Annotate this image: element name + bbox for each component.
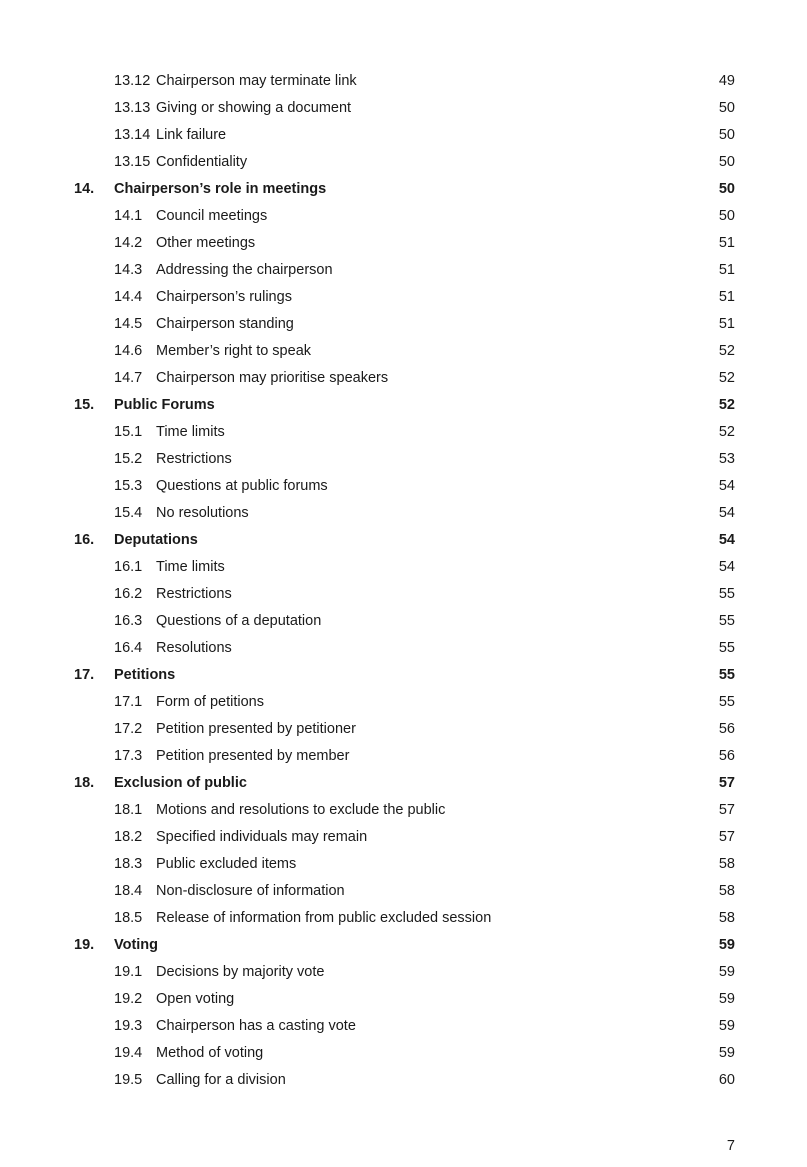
toc-page-number: 55 (718, 694, 735, 710)
page-number: 7 (726, 1138, 735, 1154)
toc-page-number: 52 (718, 397, 735, 413)
subsection-number: 15.3 (114, 478, 143, 494)
toc-section-row (0, 176, 807, 203)
subsection-number: 19.2 (114, 991, 143, 1007)
section-title: Public Forums (114, 397, 215, 413)
toc-page-number: 51 (718, 316, 735, 332)
toc-page-number: 54 (718, 559, 735, 575)
toc-subsection-row (0, 149, 807, 176)
subsection-title: Public excluded items (156, 856, 297, 872)
toc-page-number: 58 (718, 910, 735, 926)
subsection-number: 19.1 (114, 964, 143, 980)
subsection-number: 16.4 (114, 640, 143, 656)
toc-section-row (0, 662, 807, 689)
toc-page-number: 59 (718, 964, 735, 980)
toc-page-number: 51 (718, 235, 735, 251)
toc-page-number: 56 (718, 721, 735, 737)
toc-page-number: 52 (718, 370, 735, 386)
subsection-number: 17.3 (114, 748, 143, 764)
section-title: Deputations (114, 532, 198, 548)
subsection-number: 14.6 (114, 343, 143, 359)
toc-subsection-row (0, 284, 807, 311)
subsection-number: 14.2 (114, 235, 143, 251)
subsection-number: 14.4 (114, 289, 143, 305)
table-of-contents (0, 68, 807, 1094)
section-title: Chairperson’s role in meetings (114, 181, 327, 197)
subsection-title: Other meetings (156, 235, 256, 251)
toc-subsection-row (0, 203, 807, 230)
subsection-number: 18.2 (114, 829, 143, 845)
toc-page-number: 50 (718, 100, 735, 116)
toc-page-number: 59 (718, 1045, 735, 1061)
subsection-number: 14.1 (114, 208, 143, 224)
subsection-title: Calling for a division (156, 1072, 286, 1088)
toc-page-number: 52 (718, 424, 735, 440)
toc-page-number: 53 (718, 451, 735, 467)
toc-subsection-row (0, 419, 807, 446)
subsection-title: Chairperson’s rulings (156, 289, 292, 305)
toc-subsection-row (0, 581, 807, 608)
toc-subsection-row (0, 959, 807, 986)
subsection-number: 13.12 (114, 73, 151, 89)
subsection-number: 17.1 (114, 694, 143, 710)
subsection-number: 15.4 (114, 505, 143, 521)
toc-page-number: 58 (718, 883, 735, 899)
subsection-title: Decisions by majority vote (156, 964, 325, 980)
subsection-number: 19.5 (114, 1072, 143, 1088)
subsection-title: Addressing the chairperson (156, 262, 333, 278)
toc-section-row (0, 527, 807, 554)
toc-subsection-row (0, 257, 807, 284)
subsection-title: Form of petitions (156, 694, 264, 710)
subsection-number: 19.3 (114, 1018, 143, 1034)
toc-page-number: 55 (718, 586, 735, 602)
subsection-title: Questions of a deputation (156, 613, 322, 629)
section-number: 18. (74, 775, 95, 791)
subsection-title: Giving or showing a document (156, 100, 352, 116)
toc-section-row (0, 392, 807, 419)
toc-page-number: 55 (718, 640, 735, 656)
subsection-number: 17.2 (114, 721, 143, 737)
toc-subsection-row (0, 500, 807, 527)
toc-subsection-row (0, 986, 807, 1013)
section-title: Voting (114, 937, 159, 953)
subsection-number: 16.3 (114, 613, 143, 629)
subsection-number: 18.4 (114, 883, 143, 899)
section-title: Petitions (114, 667, 176, 683)
toc-subsection-row (0, 824, 807, 851)
toc-subsection-row (0, 338, 807, 365)
subsection-title: Non-disclosure of information (156, 883, 345, 899)
section-number: 15. (74, 397, 95, 413)
toc-page-number: 59 (718, 937, 735, 953)
subsection-title: Open voting (156, 991, 235, 1007)
toc-page-number: 59 (718, 991, 735, 1007)
subsection-title: Time limits (156, 559, 225, 575)
toc-subsection-row (0, 311, 807, 338)
toc-subsection-row (0, 365, 807, 392)
subsection-number: 13.13 (114, 100, 151, 116)
toc-subsection-row (0, 473, 807, 500)
subsection-title: Method of voting (156, 1045, 264, 1061)
subsection-title: Release of information from public excluded session (156, 910, 492, 926)
subsection-title: Confidentiality (156, 154, 248, 170)
toc-page-number: 54 (718, 505, 735, 521)
toc-subsection-row (0, 1040, 807, 1067)
toc-subsection-row (0, 905, 807, 932)
toc-page-number: 55 (718, 613, 735, 629)
toc-page-number: 51 (718, 262, 735, 278)
subsection-title: Chairperson may terminate link (156, 73, 357, 89)
toc-subsection-row (0, 1013, 807, 1040)
toc-page-number: 56 (718, 748, 735, 764)
subsection-number: 13.15 (114, 154, 151, 170)
toc-section-row (0, 770, 807, 797)
toc-subsection-row (0, 689, 807, 716)
toc-page-number: 50 (718, 208, 735, 224)
toc-page-number: 54 (718, 532, 735, 548)
subsection-number: 13.14 (114, 127, 151, 143)
section-title: Exclusion of public (114, 775, 247, 791)
toc-page-number: 55 (718, 667, 735, 683)
toc-subsection-row (0, 122, 807, 149)
subsection-number: 14.3 (114, 262, 143, 278)
toc-subsection-row (0, 797, 807, 824)
section-number: 16. (74, 532, 95, 548)
toc-subsection-row (0, 554, 807, 581)
toc-page-number: 57 (718, 802, 735, 818)
subsection-number: 16.2 (114, 586, 143, 602)
subsection-number: 15.2 (114, 451, 143, 467)
subsection-number: 19.4 (114, 1045, 143, 1061)
toc-page-number: 54 (718, 478, 735, 494)
section-number: 14. (74, 181, 95, 197)
toc-page-number: 60 (718, 1072, 735, 1088)
toc-subsection-row (0, 743, 807, 770)
subsection-title: Petition presented by member (156, 748, 350, 764)
subsection-number: 18.1 (114, 802, 143, 818)
subsection-number: 14.7 (114, 370, 143, 386)
subsection-title: Chairperson may prioritise speakers (156, 370, 389, 386)
subsection-title: Restrictions (156, 451, 232, 467)
subsection-title: Chairperson standing (156, 316, 294, 332)
toc-page-number: 50 (718, 154, 735, 170)
subsection-title: Member’s right to speak (156, 343, 312, 359)
subsection-title: Restrictions (156, 586, 232, 602)
subsection-number: 18.3 (114, 856, 143, 872)
toc-page-number: 57 (718, 829, 735, 845)
toc-subsection-row (0, 230, 807, 257)
toc-subsection-row (0, 446, 807, 473)
subsection-number: 18.5 (114, 910, 143, 926)
subsection-title: Questions at public forums (156, 478, 328, 494)
subsection-number: 14.5 (114, 316, 143, 332)
toc-subsection-row (0, 635, 807, 662)
toc-page-number: 58 (718, 856, 735, 872)
subsection-title: Petition presented by petitioner (156, 721, 356, 737)
toc-page-number: 57 (718, 775, 735, 791)
subsection-title: Chairperson has a casting vote (156, 1018, 356, 1034)
subsection-title: Specified individuals may remain (156, 829, 368, 845)
section-number: 19. (74, 937, 95, 953)
subsection-title: Council meetings (156, 208, 268, 224)
toc-subsection-row (0, 878, 807, 905)
toc-subsection-row (0, 851, 807, 878)
subsection-title: No resolutions (156, 505, 249, 521)
subsection-title: Motions and resolutions to exclude the public (156, 802, 446, 818)
toc-page-number: 50 (718, 127, 735, 143)
toc-page-number: 50 (718, 181, 735, 197)
toc-subsection-row (0, 716, 807, 743)
toc-page-number: 52 (718, 343, 735, 359)
toc-page-number: 51 (718, 289, 735, 305)
toc-subsection-row (0, 95, 807, 122)
subsection-title: Time limits (156, 424, 225, 440)
section-number: 17. (74, 667, 95, 683)
toc-subsection-row (0, 68, 807, 95)
subsection-number: 16.1 (114, 559, 143, 575)
subsection-title: Link failure (156, 127, 227, 143)
subsection-number: 15.1 (114, 424, 143, 440)
toc-subsection-row (0, 608, 807, 635)
subsection-title: Resolutions (156, 640, 232, 656)
toc-subsection-row (0, 1067, 807, 1094)
toc-page-number: 59 (718, 1018, 735, 1034)
toc-page-number: 49 (718, 73, 735, 89)
toc-section-row (0, 932, 807, 959)
